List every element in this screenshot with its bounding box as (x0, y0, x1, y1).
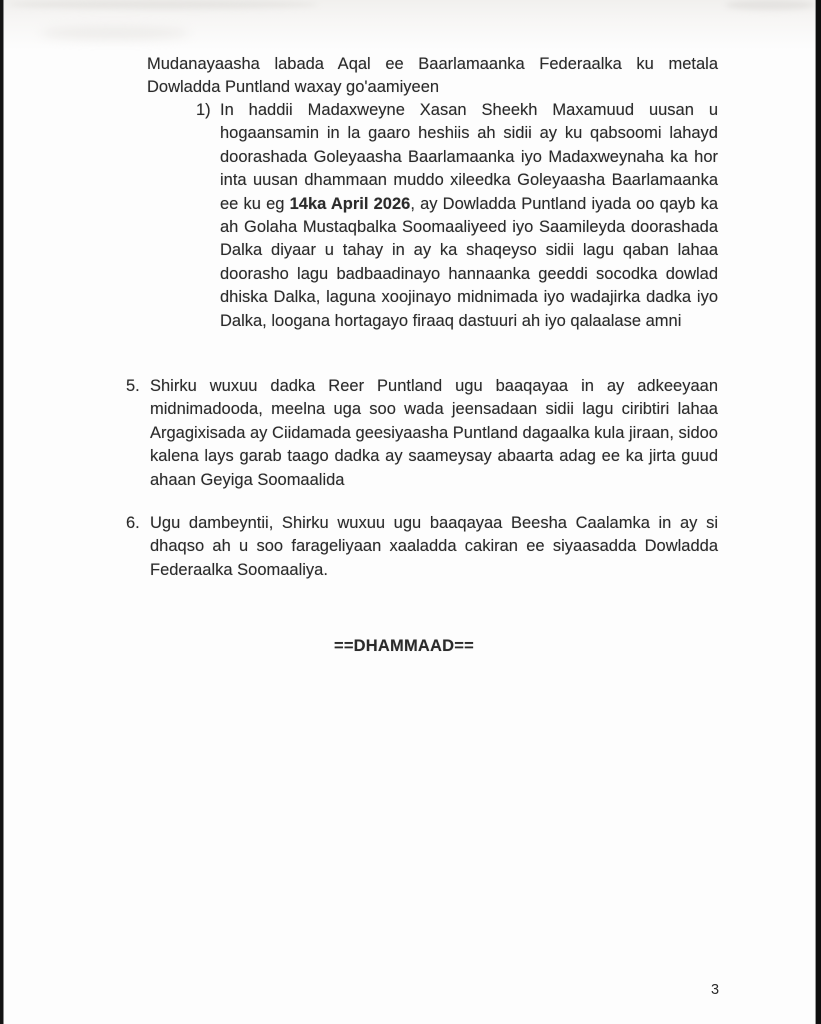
list-marker: 5. (126, 377, 140, 395)
sub-list-item-1 (196, 99, 718, 333)
document-end-marker: ==DHAMMAAD== (334, 637, 474, 655)
list-item-6-text: Ugu dambeyntii, Shirku wuxuu ugu baaqayaa Beesha Caalamka in ay si dhaqso ah u soo farageliyaan xaaladda cakiran ee siyaasadda Dowladda Federaalka Soomaaliya. (150, 514, 718, 579)
item1-bold-date: 14ka April 2026 (289, 194, 411, 213)
intro-paragraph: Mudanayaasha labada Aqal ee Baarlamaanka Federaalka ku metala Dowladda Puntland waxay go'aamiyeen (147, 55, 718, 97)
scan-smudge (40, 26, 190, 40)
scan-smudge (8, 0, 318, 9)
list-marker: 6. (126, 514, 140, 532)
item1-text-after-date: , ay Dowladda Puntland iyada oo qayb ka ah Golaha Mustaqbalka Soomaaliyeed iyo Saamileyda doorashada Dalka diyaar u tahay in ay ka shaqeyso sidii lagu qaban lahaa doorasho lagu badbaadinayo hannaanka geeddi socodka dowlad dhiska Dalka, laguna xoojinayo midnimada iyo wadajirka dadka iyo Dalka, loogana hortagayo firaaq dastuuri ah iyo qalaalase amni (220, 194, 719, 330)
sub-list-item-1-text (220, 99, 718, 333)
scan-border-right (815, 0, 821, 1024)
item1-text-before-date: In haddii Madaxweyne Xasan Sheekh Maxamuud uusan u hogaansamin in la gaaro heshiis ah sidii ay ku qabsoomi lahayd doorashada Goleyaasha Baarlamaanka iyo Madaxweynaha ka hor inta uusan dhammaan muddo xileedka Goleyaasha Baarlamaanka ee ku eg (220, 101, 718, 213)
list-item-5-text: Shirku wuxuu dadka Reer Puntland ugu baaqayaa in ay adkeeyaan midnimadooda, meelna uga soo wada jeensadaan sidii lagu ciribtiri lahaa Argagixisada ay Ciidamada geesiyaasha Puntland dagaalka kula jiraan, sidoo kalena lays garab taago dadka ay saameysay abaarta adag ee ka jirta guud ahaan Geyiga Soomaalida (150, 377, 718, 489)
page-number: 3 (711, 982, 720, 998)
scan-border-left (0, 0, 4, 1024)
scan-smudge (725, 0, 815, 10)
list-item-6 (126, 512, 718, 582)
list-marker: 1) (196, 101, 211, 119)
list-item-5 (126, 375, 718, 492)
